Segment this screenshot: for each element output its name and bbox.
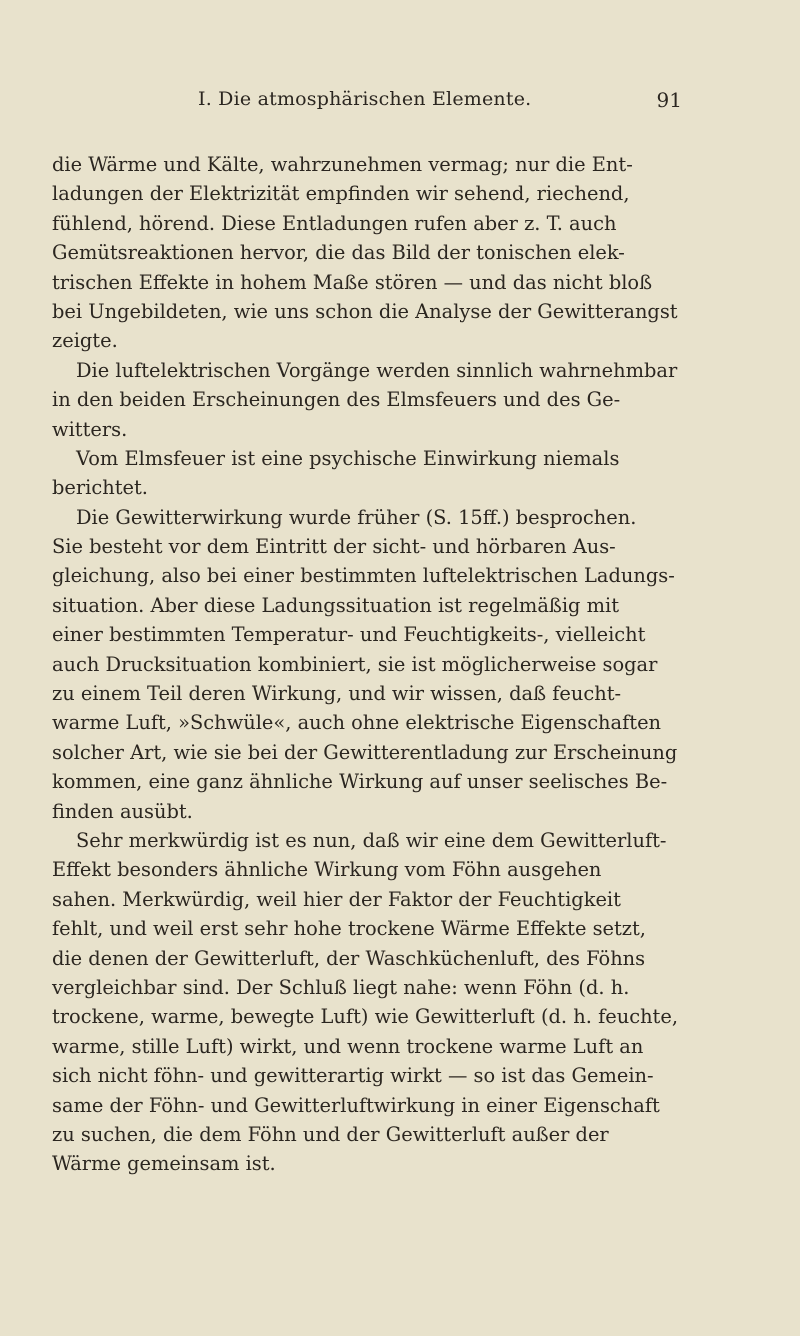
text-line: Die Gewitterwirkung wurde früher (S. 15ff.) besprochen. — [76, 505, 637, 529]
text-line: Vom Elmsfeuer ist eine psychische Einwirkung niemals — [76, 446, 620, 470]
text-line: bei Ungebildeten, wie uns schon die Analyse der Gewitterangst — [52, 299, 678, 323]
text-line: trischen Effekte in hohem Maße stören — und das nicht bloß — [52, 270, 653, 294]
text-line: situation. Aber diese Ladungssituation ist regelmäßig mit — [52, 593, 619, 617]
text-line: same der Föhn- und Gewitterluftwirkung in einer Eigenschaft — [52, 1093, 660, 1117]
text-line: vergleichbar sind. Der Schluß liegt nahe: wenn Föhn (d. h. — [52, 975, 630, 999]
text-line: fühlend, hörend. Diese Entladungen rufen aber z. T. auch — [52, 211, 617, 235]
text-line: einer bestimmten Temperatur- und Feuchtigkeits-, vielleicht — [52, 623, 646, 647]
text-line: Gemütsreaktionen hervor, die das Bild der tonischen elek- — [52, 241, 625, 265]
text-line: fehlt, und weil erst sehr hohe trockene Wärme Effekte setzt, — [52, 917, 646, 941]
text-line: witters. — [52, 417, 128, 441]
text-line: warme Luft, »Schwüle«, auch ohne elektrische Eigenschaften — [52, 711, 662, 735]
text-line: ladungen der Elektrizität empfinden wir sehend, riechend, — [52, 182, 630, 206]
text-line: Sehr merkwürdig ist es nun, daß wir eine dem Gewitterluft- — [76, 828, 667, 852]
text-line: solcher Art, wie sie bei der Gewitterentladung zur Erscheinung — [52, 740, 678, 764]
page-number: 91 — [656, 88, 682, 112]
text-line: kommen, eine ganz ähnliche Wirkung auf unser seelisches Be- — [52, 770, 668, 794]
text-line: zu suchen, die dem Föhn und der Gewitterluft außer der — [52, 1122, 609, 1146]
text-line: Sie besteht vor dem Eintritt der sicht- und hörbaren Aus- — [52, 535, 616, 559]
text-line: sahen. Merkwürdig, weil hier der Faktor der Feuchtigkeit — [52, 887, 621, 911]
text-line: Effekt besonders ähnliche Wirkung vom Föhn ausgehen — [52, 858, 602, 882]
running-head: I. Die atmosphärischen Elemente. — [198, 88, 532, 110]
text-line: berichtet. — [52, 476, 148, 500]
text-line: trockene, warme, bewegte Luft) wie Gewitterluft (d. h. feuchte, — [52, 1005, 678, 1029]
text-line: in den beiden Erscheinungen des Elmsfeuers und des Ge- — [52, 388, 621, 412]
text-line: Wärme gemeinsam ist. — [52, 1152, 276, 1176]
text-line: die Wärme und Kälte, wahrzunehmen vermag; nur die Ent- — [52, 153, 633, 176]
text-line: sich nicht föhn- und gewitterartig wirkt — so ist das Gemein- — [52, 1064, 654, 1088]
text-line: finden ausübt. — [52, 799, 193, 823]
text-line: auch Drucksituation kombiniert, sie ist möglicherweise sogar — [52, 652, 658, 676]
text-line: Die luftelektrischen Vorgänge werden sinnlich wahrnehmbar — [76, 358, 678, 382]
text-line: warme, stille Luft) wirkt, und wenn trockene warme Luft an — [52, 1034, 644, 1058]
text-line: die denen der Gewitterluft, der Waschküchenluft, des Föhns — [52, 946, 646, 970]
text-line: zeigte. — [52, 329, 118, 353]
body-text — [52, 150, 688, 1179]
page-header — [198, 88, 682, 118]
text-line: gleichung, also bei einer bestimmten luftelektrischen Ladungs- — [52, 564, 675, 588]
text-line: zu einem Teil deren Wirkung, und wir wissen, daß feucht- — [52, 682, 622, 706]
